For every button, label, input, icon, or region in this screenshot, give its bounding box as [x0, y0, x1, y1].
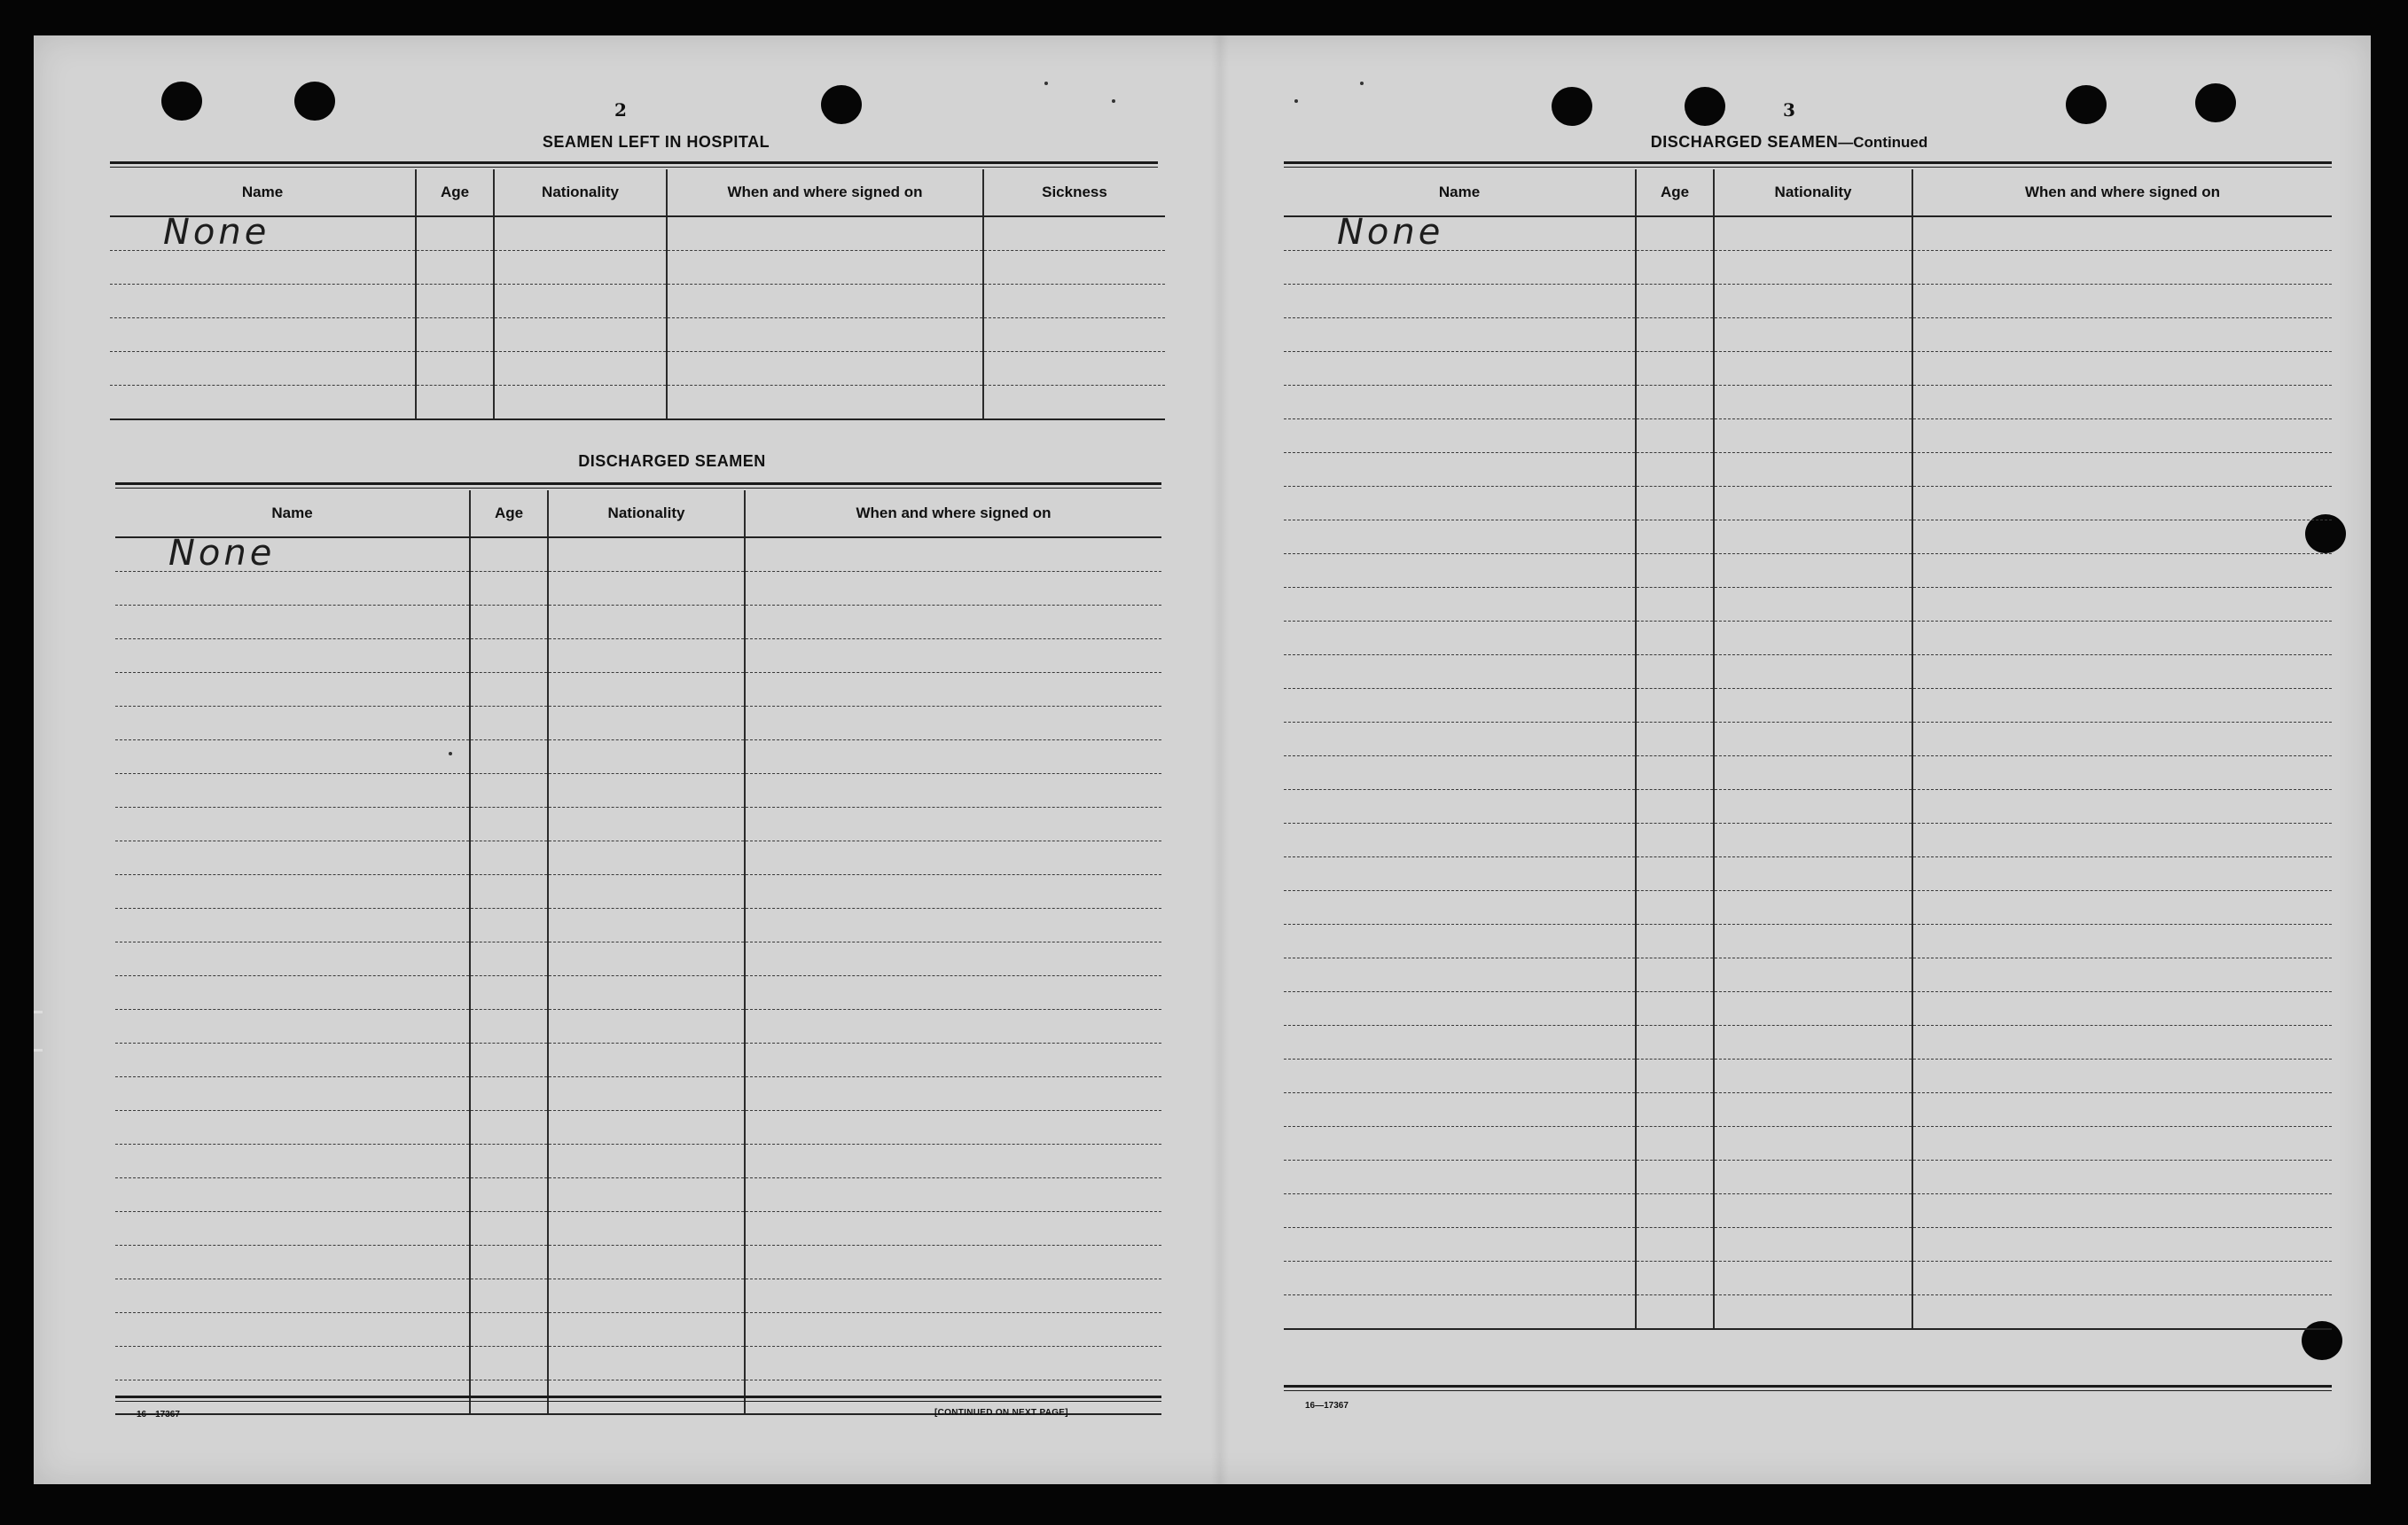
- column-header: Age: [416, 169, 494, 216]
- table-row: [115, 1077, 1161, 1111]
- section-title-discharged: DISCHARGED SEAMEN: [578, 452, 766, 470]
- table-row: [115, 875, 1161, 909]
- table-row: [1284, 756, 2332, 790]
- table-row: [110, 386, 1165, 420]
- table-row: [115, 740, 1161, 774]
- table-row: [1284, 1161, 2332, 1194]
- column-header: Name: [1284, 169, 1636, 216]
- form-number: 16—17367: [137, 1410, 180, 1419]
- column-header: When and where signed on: [745, 490, 1161, 537]
- column-header: Sickness: [983, 169, 1165, 216]
- bottom-rule: [115, 1396, 1161, 1398]
- table-row: [115, 976, 1161, 1010]
- column-header: When and where signed on: [667, 169, 983, 216]
- table-row: [1284, 352, 2332, 386]
- table-row: [1284, 453, 2332, 487]
- table-row: [115, 606, 1161, 639]
- hospital-table: [110, 169, 1165, 420]
- table-row: [1284, 925, 2332, 958]
- ink-speck: [1112, 99, 1115, 103]
- punch-hole: [161, 82, 202, 121]
- table-row: [1284, 216, 2332, 251]
- table-row: [1284, 1026, 2332, 1060]
- table-row: [115, 774, 1161, 808]
- form-number: 16—17367: [1305, 1401, 1349, 1411]
- handwritten-entry: None: [163, 212, 270, 253]
- punch-hole: [1552, 87, 1592, 126]
- table-row: [110, 285, 1165, 318]
- table-row: [115, 909, 1161, 942]
- column-header: When and where signed on: [1912, 169, 2332, 216]
- table-row: [115, 1279, 1161, 1313]
- table-row: [1284, 419, 2332, 453]
- punch-hole: [1685, 87, 1725, 126]
- table-row: [115, 808, 1161, 841]
- table-row: [115, 1178, 1161, 1212]
- table-row: [1284, 655, 2332, 689]
- punch-hole: [294, 82, 335, 121]
- table-row: [1284, 891, 2332, 925]
- title-rule: [110, 161, 1158, 164]
- ink-speck: [1044, 82, 1048, 85]
- table-row: [115, 639, 1161, 673]
- table-row: [115, 942, 1161, 976]
- table-row: [1284, 318, 2332, 352]
- table-row: [115, 1246, 1161, 1279]
- column-header: Age: [1636, 169, 1714, 216]
- table-row: [110, 352, 1165, 386]
- table-row: [1284, 1295, 2332, 1330]
- table-row: [115, 1111, 1161, 1145]
- table-row: [110, 216, 1165, 251]
- table-row: [1284, 1262, 2332, 1295]
- table-row: [1284, 958, 2332, 992]
- punch-hole: [2195, 83, 2236, 122]
- column-header: Nationality: [548, 490, 745, 537]
- ink-speck: [1360, 82, 1364, 85]
- table-row: [1284, 285, 2332, 318]
- table-row: [115, 1212, 1161, 1246]
- table-row: [115, 1044, 1161, 1077]
- table-row: [1284, 1228, 2332, 1262]
- discharged-table: [115, 490, 1161, 1415]
- table-row: [115, 1145, 1161, 1178]
- table-row: [115, 1313, 1161, 1347]
- table-row: [115, 1347, 1161, 1380]
- table-row: [1284, 520, 2332, 554]
- table-row: [110, 318, 1165, 352]
- column-header: Name: [110, 169, 416, 216]
- table-row: [1284, 992, 2332, 1026]
- table-row: [1284, 1127, 2332, 1161]
- table-row: [1284, 251, 2332, 285]
- table-row: [1284, 554, 2332, 588]
- table-row: [115, 537, 1161, 572]
- section-title-text: DISCHARGED SEAMEN: [1650, 133, 1839, 151]
- table-row: [110, 251, 1165, 285]
- table-header-row: [1284, 169, 2332, 216]
- table-row: [1284, 1060, 2332, 1093]
- ink-speck: [1294, 99, 1298, 103]
- title-rule: [1284, 161, 2332, 164]
- bottom-rule: [1284, 1385, 2332, 1388]
- table-row: [1284, 1194, 2332, 1228]
- table-row: [115, 673, 1161, 707]
- table-row: [1284, 723, 2332, 756]
- handwritten-entry: None: [168, 533, 276, 574]
- table-row: [115, 707, 1161, 740]
- table-row: [1284, 824, 2332, 857]
- title-rule: [115, 482, 1161, 485]
- column-header: Nationality: [1714, 169, 1912, 216]
- column-header: Nationality: [494, 169, 667, 216]
- punch-hole: [2066, 85, 2107, 124]
- discharged-continued-table: [1284, 169, 2332, 1330]
- section-title-discharged-continued: [1523, 133, 2055, 152]
- column-header: Name: [115, 490, 470, 537]
- page-number: 2: [614, 99, 627, 121]
- table-row: [115, 572, 1161, 606]
- table-row: [115, 841, 1161, 875]
- table-row: [115, 1010, 1161, 1044]
- table-row: [1284, 790, 2332, 824]
- section-title-hospital: SEAMEN LEFT IN HOSPITAL: [542, 133, 770, 151]
- table-header-row: [115, 490, 1161, 537]
- edge-marks: [34, 1011, 43, 1052]
- table-row: [1284, 689, 2332, 723]
- page-number: 3: [1783, 99, 1795, 121]
- table-row: [1284, 487, 2332, 520]
- table-row: [1284, 1093, 2332, 1127]
- table-header-row: [110, 169, 1165, 216]
- table-row: [1284, 622, 2332, 655]
- continued-note: [CONTINUED ON NEXT PAGE]: [934, 1408, 1068, 1418]
- column-header: Age: [470, 490, 548, 537]
- table-row: [1284, 857, 2332, 891]
- page-fold: [1211, 35, 1229, 1484]
- ledger-sheet: [34, 35, 2371, 1484]
- punch-hole: [821, 85, 862, 124]
- table-row: [1284, 386, 2332, 419]
- table-row: [1284, 588, 2332, 622]
- handwritten-entry: None: [1337, 212, 1444, 253]
- section-title-suffix: —Continued: [1838, 134, 1928, 151]
